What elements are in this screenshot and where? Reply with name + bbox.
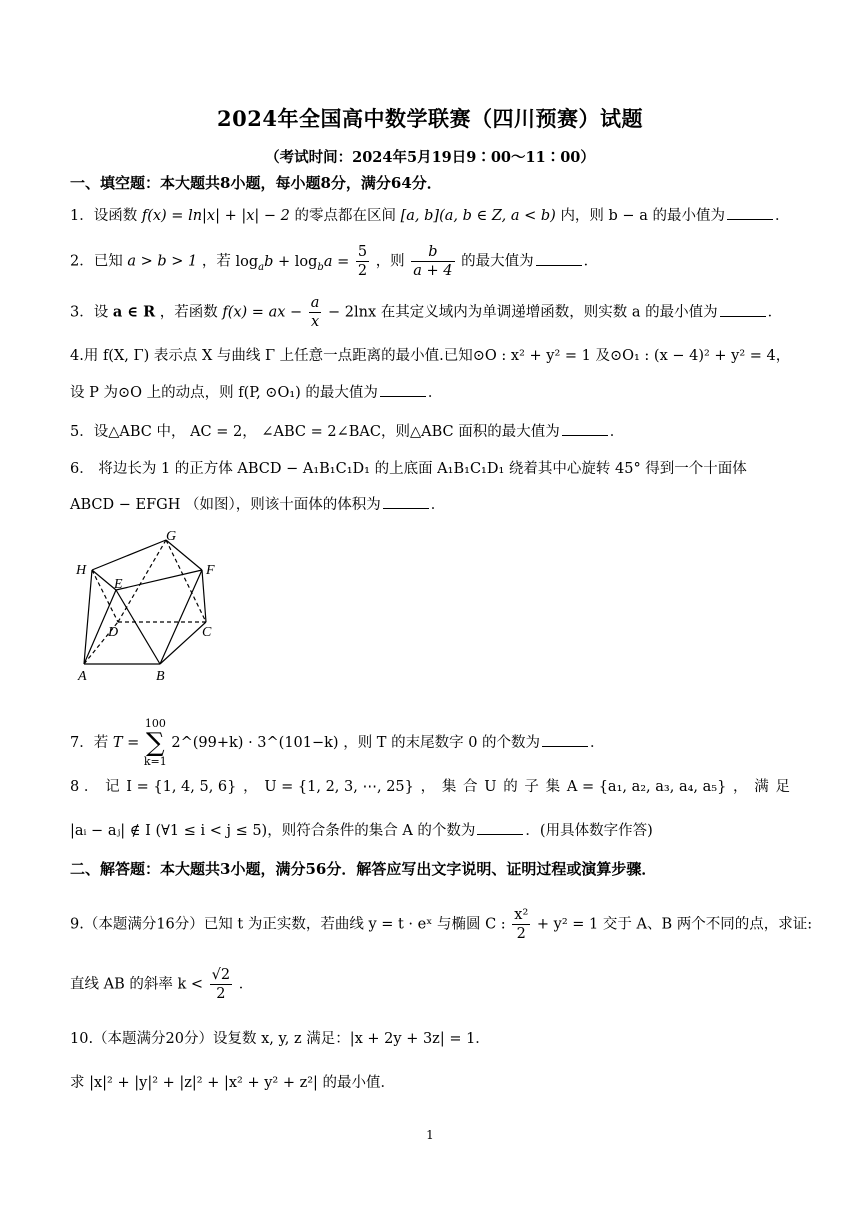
q1-end: ． [774, 208, 790, 224]
label-A: A [78, 669, 87, 684]
q5-text: 5．设△ABC 中， AC = 2， ∠ABC = 2∠BAC，则△ABC 面积的最大值为 [70, 424, 560, 440]
question-9-line-2 [70, 966, 253, 1003]
question-9-line-1 [70, 906, 812, 943]
label-C: C [202, 625, 212, 640]
q3-number: 3． [70, 304, 94, 321]
exam-time: （考试时间：2024年5月19日9∶00～11∶00） [265, 149, 595, 166]
section-2-heading: 二、解答题：本大题共3小题，满分56分．解答应写出文字说明、证明过程或演算步骤． [70, 860, 657, 878]
question-6-line-2 [70, 494, 445, 516]
answer-blank [720, 316, 766, 317]
q3-fraction: $\frac{a}{x}$ [310, 295, 320, 330]
label-D: D [108, 625, 119, 640]
answer-blank [477, 834, 523, 835]
q2-post: 的最大值为 [461, 253, 534, 270]
decahedron-diagram [70, 528, 230, 688]
label-H: H [76, 563, 87, 578]
edge-BC [160, 622, 206, 664]
q2-pre: 已知 [93, 253, 123, 270]
answer-blank [536, 265, 582, 266]
q3-condition: a ∈ R [112, 303, 156, 321]
q1-post: 内，则 b − a 的最小值为 [560, 208, 725, 224]
q2-mid2: ，则 [375, 253, 405, 270]
q2-number: 2． [70, 253, 94, 270]
section-1-heading: 一、填空题：本大题共8小题，每小题8分，满分64分． [70, 174, 442, 192]
q6-end: ． [430, 497, 446, 513]
q7-term: 2^(99+k) · 3^(101−k) [171, 735, 339, 751]
q2-fraction-2: $\frac{b}{a + 4}$ [413, 244, 453, 279]
question-6-line-1: 6． 将边长为 1 的正方体 ABCD − A₁B₁C₁D₁ 的上底面 A₁B₁C₁D₁ 绕着其中心旋转 45° 得到一个十面体 [70, 461, 747, 477]
q6-line2: ABCD − EFGH （如图），则该十面体的体积为 [70, 497, 381, 513]
q8-note: ．(用具体数字作答) [525, 823, 653, 839]
edge-HA [84, 570, 92, 664]
question-4-line-1: 4.用 f(X, Γ) 表示点 X 与曲线 Γ 上任意一点距离的最小值.已知⊙O : x² + y² = 1 及⊙O₁ : (x − 4)² + y² = 4， [70, 348, 791, 364]
edge-HG [92, 540, 166, 570]
edge-EH [92, 570, 116, 590]
q3-mid: ，若函数 [159, 304, 218, 321]
q7-end: ． [590, 735, 605, 751]
q2-fraction: $\frac{5}{2}$ [357, 244, 368, 279]
sum-symbol: 100 ∑ k=1 [143, 717, 167, 768]
question-3 [70, 294, 782, 331]
question-4-line-2 [70, 382, 442, 404]
question-5 [70, 421, 624, 443]
question-8-line-2 [70, 820, 653, 842]
answer-blank [383, 508, 429, 509]
q1-function: f(x) = ln|x| + |x| − 2 [141, 208, 290, 224]
q3-function-tail: − 2lnx [328, 304, 377, 321]
answer-blank [380, 396, 426, 397]
page-number: 1 [426, 1128, 434, 1142]
q3-pre: 设 [93, 304, 109, 321]
answer-blank [562, 435, 608, 436]
q9-fraction-2: $\frac{√2}{2}$ [211, 967, 231, 1002]
decahedron-figure [70, 528, 230, 692]
q8-line2: |aᵢ − aⱼ| ∉ I (∀1 ≤ i < j ≤ 5)，则符合条件的集合 A 的个数为 [70, 823, 476, 839]
q7-post: ，则 T 的末尾数字 0 的个数为 [343, 735, 541, 751]
q7-number: 7．若 [70, 735, 109, 751]
q5-end: ． [609, 424, 625, 440]
question-10-line-1: 10.（本题满分20分）设复数 x, y, z 满足：|x + 2y + 3z| = 1． [70, 1031, 490, 1047]
question-2 [70, 243, 598, 280]
q2-end: ． [583, 253, 599, 270]
question-1 [70, 205, 789, 227]
q9-end: ． [238, 976, 254, 993]
q2-mid: ，若 [201, 253, 231, 270]
q4-line2: 设 P 为⊙O 上的动点，则 f(P, ⊙O₁) 的最大值为 [70, 385, 378, 401]
q2-condition: a > b > 1 [127, 253, 198, 270]
q9-pre: 9.（本题满分16分）已知 t 为正实数，若曲线 y = t · eˣ 与椭圆 C : [70, 916, 506, 933]
q3-post: 在其定义域内为单调递增函数，则实数 a 的最小值为 [380, 304, 718, 321]
q9-post: + y² = 1 交于 A、B 两个不同的点，求证: [536, 916, 813, 933]
q1-interval: [a, b](a, b ∈ Z, a < b) [400, 208, 556, 224]
label-F: F [206, 563, 215, 578]
question-10-line-2: 求 |x|² + |y|² + |z|² + |x² + y² + z²| 的最小值． [70, 1075, 396, 1091]
q2-log-equation: $\log_ab + \log_ba$ = [235, 253, 350, 273]
q7-T: T = [112, 735, 140, 751]
edge-EB [116, 590, 160, 664]
answer-blank [727, 219, 773, 220]
edge-GC [166, 540, 206, 622]
question-8-line-1: 8 ． 记 I = {1, 4, 5, 6} ， U = {1, 2, 3, ⋯, 25} ， 集 合 U 的 子 集 A = {a₁, a₂, a₃, a₄, a₅} ， 满 足 [70, 779, 790, 795]
q1-mid: 的零点都在区间 [294, 208, 397, 224]
label-B: B [156, 669, 165, 684]
answer-blank [542, 746, 588, 747]
q9-line2: 直线 AB 的斜率 k < [70, 976, 203, 993]
q1-number: 1． [70, 208, 94, 224]
edge-GF [166, 540, 202, 570]
q3-end: ． [767, 304, 783, 321]
q3-function: f(x) = ax − [222, 304, 303, 321]
edge-FB [160, 570, 202, 664]
edge-GD [118, 540, 166, 622]
q9-fraction: $\frac{\text{x²}}{2}$ [514, 907, 529, 942]
q1-pre: 设函数 [93, 208, 138, 224]
page-title: 2024年全国高中数学联赛（四川预赛）试题 [217, 106, 643, 131]
q4-end: ． [427, 385, 443, 401]
label-E: E [114, 577, 123, 592]
label-G: G [166, 529, 177, 544]
question-7 [70, 718, 605, 768]
